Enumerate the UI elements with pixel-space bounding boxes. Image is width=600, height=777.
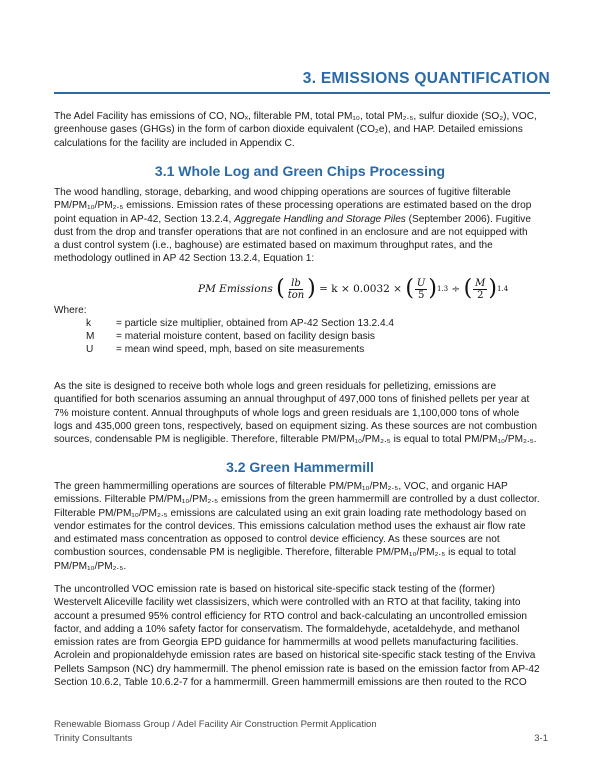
text-line: The wood handling, storage, debarking, and wood chipping operations are sources of fugitive filterable [54, 187, 511, 198]
moisture-numerator: M [475, 277, 486, 289]
text-line: Westervelt Aliceville facility wet classisizers, which were controlled with an RTO at that facility, taking into [54, 597, 521, 609]
variable-symbol: M [86, 331, 95, 342]
unit-numerator: lb [291, 277, 301, 289]
section-3-1-paragraph-2 [54, 380, 554, 446]
equation-middle: = k × 0.0032 × [319, 283, 402, 295]
section-3-2-paragraph-1 [54, 480, 554, 573]
right-paren: ) [307, 276, 316, 301]
variable-symbol: U [86, 344, 94, 355]
text-line: factor, and adding a 10% safety factor for conservatism. The formaldehyde, acetaldehyde, and methanol [54, 623, 520, 635]
section-heading-3-1: 3.1 Whole Log and Green Chips Processing [154, 163, 446, 179]
wind-fraction [415, 278, 427, 301]
text-line: emission rates are from Georgia EPD guidance for hammermills at wood pellets manufacturing facilities. [54, 637, 519, 649]
text-line: sources, condensable PM is negligible. Therefore, filterable PM/PM₁₀/PM₂.₅ is equal to total PM/PM₁₀/PM₂.₅. [54, 434, 537, 446]
left-paren: ( [276, 276, 285, 301]
italic-reference: Aggregate Handling and Storage Piles [234, 213, 406, 225]
text-segment: point equation in AP-42, Section 13.2.4, [54, 213, 235, 225]
section-3-2-paragraph-2 [54, 583, 554, 689]
left-paren: ( [463, 276, 473, 301]
chapter-title: 3. EMISSIONS QUANTIFICATION [302, 70, 550, 87]
intro-paragraph [54, 110, 554, 150]
section-3-1-paragraph-1 [54, 186, 554, 266]
wind-numerator: U [416, 277, 426, 289]
intro-line: calculations for the facility are included in Appendix C. [54, 137, 295, 149]
variable-description: = material moisture content, based on facility design basis [116, 331, 375, 342]
text-segment: (September 2006). Fugitive [405, 213, 531, 225]
text-line: PM/PM₁₀/PM₂.₅ emissions. Emission rates of these processing operations are estimated based on the drop [54, 200, 532, 212]
text-line: and estimated mass concentration as opposed to control device efficiency. As these sources are not [54, 534, 500, 546]
where-label: Where: [54, 305, 87, 316]
text-line: a dust control system (i.e., baghouse) are estimated based on maximum throughput rates, and the [54, 240, 493, 252]
wind-denominator: 5 [417, 289, 425, 301]
footer-document-title: Renewable Biomass Group / Adel Facility Air Construction Permit Application [54, 719, 377, 730]
right-paren: ) [488, 276, 498, 301]
exponent-1: 1.3 [436, 285, 449, 293]
variable-row-m [86, 331, 375, 342]
text-line: Section 10.6.2, Table 10.6.2-7 for a hammermill. Green hammermill emissions are then routed to the RCO [54, 677, 527, 689]
text-line: vendor estimates for the control devices. This emissions calculation method uses the exhaust air flow rate [54, 520, 526, 532]
section-heading-3-2: 3.2 Green Hammermill [226, 459, 374, 475]
right-paren: ) [428, 276, 437, 301]
page-number: 3-1 [534, 733, 548, 744]
intro-line: greenhouse gases (GHGs) in the form of carbon dioxide equivalent (CO₂e), and HAP. Detailed emissions [54, 124, 523, 136]
text-line: Acrolein and propionaldehyde emission rates are based on historical site-specific stack testing of the Enviva [54, 650, 536, 662]
text-line: dust from the drop and transfer operations that are not confined in an enclosure and are not equipped with [54, 226, 528, 238]
variable-row-u [86, 344, 364, 355]
footer-company: Trinity Consultants [54, 733, 133, 744]
variable-row-k [86, 318, 394, 329]
equation-lhs: PM Emissions [198, 283, 273, 295]
variable-symbol: k [86, 318, 92, 329]
unit-fraction [286, 278, 306, 301]
text-line: PM/PM₁₀/PM₂.₅. [54, 560, 127, 572]
text-line: 7% moisture content. Annual throughputs of whole logs and green residuals are 1,100,000 tons of whole [54, 407, 520, 419]
variable-description: = particle size multiplier, obtained from AP-42 Section 13.2.4.4 [116, 318, 395, 329]
moisture-denominator: 2 [477, 289, 484, 301]
text-line: Pellets Sampson (NC) dry hammermill. The phenol emission rate is based on the emission factor from AP-42 [54, 663, 540, 675]
text-line: combustion sources, condensable PM is negligible. Therefore, filterable PM/PM₁₀/PM₂.₅ is equal to total [54, 547, 516, 559]
divide-sign: ÷ [451, 283, 461, 295]
text-line: The green hammermilling operations are sources of filterable PM/PM₁₀/PM₂.₅, VOC, and organic HAP [54, 481, 508, 492]
variable-description: = mean wind speed, mph, based on site measurements [116, 344, 365, 355]
drop-point-equation [0, 272, 600, 306]
moisture-fraction [473, 278, 487, 301]
chapter-rule [54, 92, 550, 94]
text-line: Filterable PM/PM₁₀/PM₂.₅ emissions are calculated using an exit grain loading rate methodology based on [54, 507, 527, 519]
text-line: logs and 435,000 green tons, respectively, based on equipment sizing. As these sources are not combustion [54, 420, 537, 432]
text-line: account a presumed 95% control efficiency for RTO control and back-calculating an uncontrolled emission [54, 610, 527, 622]
text-line: emissions. Filterable PM/PM₁₀/PM₂.₅ emissions from the green hammermill are controlled by a dust collector. [54, 494, 540, 506]
exponent-2: 1.4 [497, 285, 509, 293]
text-line: methodology outlined in AP 42 Section 13.2.4, Equation 1: [54, 253, 315, 265]
left-paren: ( [405, 276, 414, 301]
text-line: As the site is designed to receive both whole logs and green residuals for pelletizing, emissions are [54, 381, 497, 392]
unit-denominator: ton [287, 289, 305, 301]
text-line [54, 213, 554, 226]
text-line: quantified for both scenarios assuming an annual throughput of 497,000 tons of finished pellets per year at [54, 394, 530, 406]
intro-line: The Adel Facility has emissions of CO, NOₓ, filterable PM, total PM₁₀, total PM₂.₅, sulfur dioxide (SO₂), VOC, [54, 111, 537, 122]
text-line: The uncontrolled VOC emission rate is based on historical site-specific stack testing of the (former) [54, 584, 495, 595]
